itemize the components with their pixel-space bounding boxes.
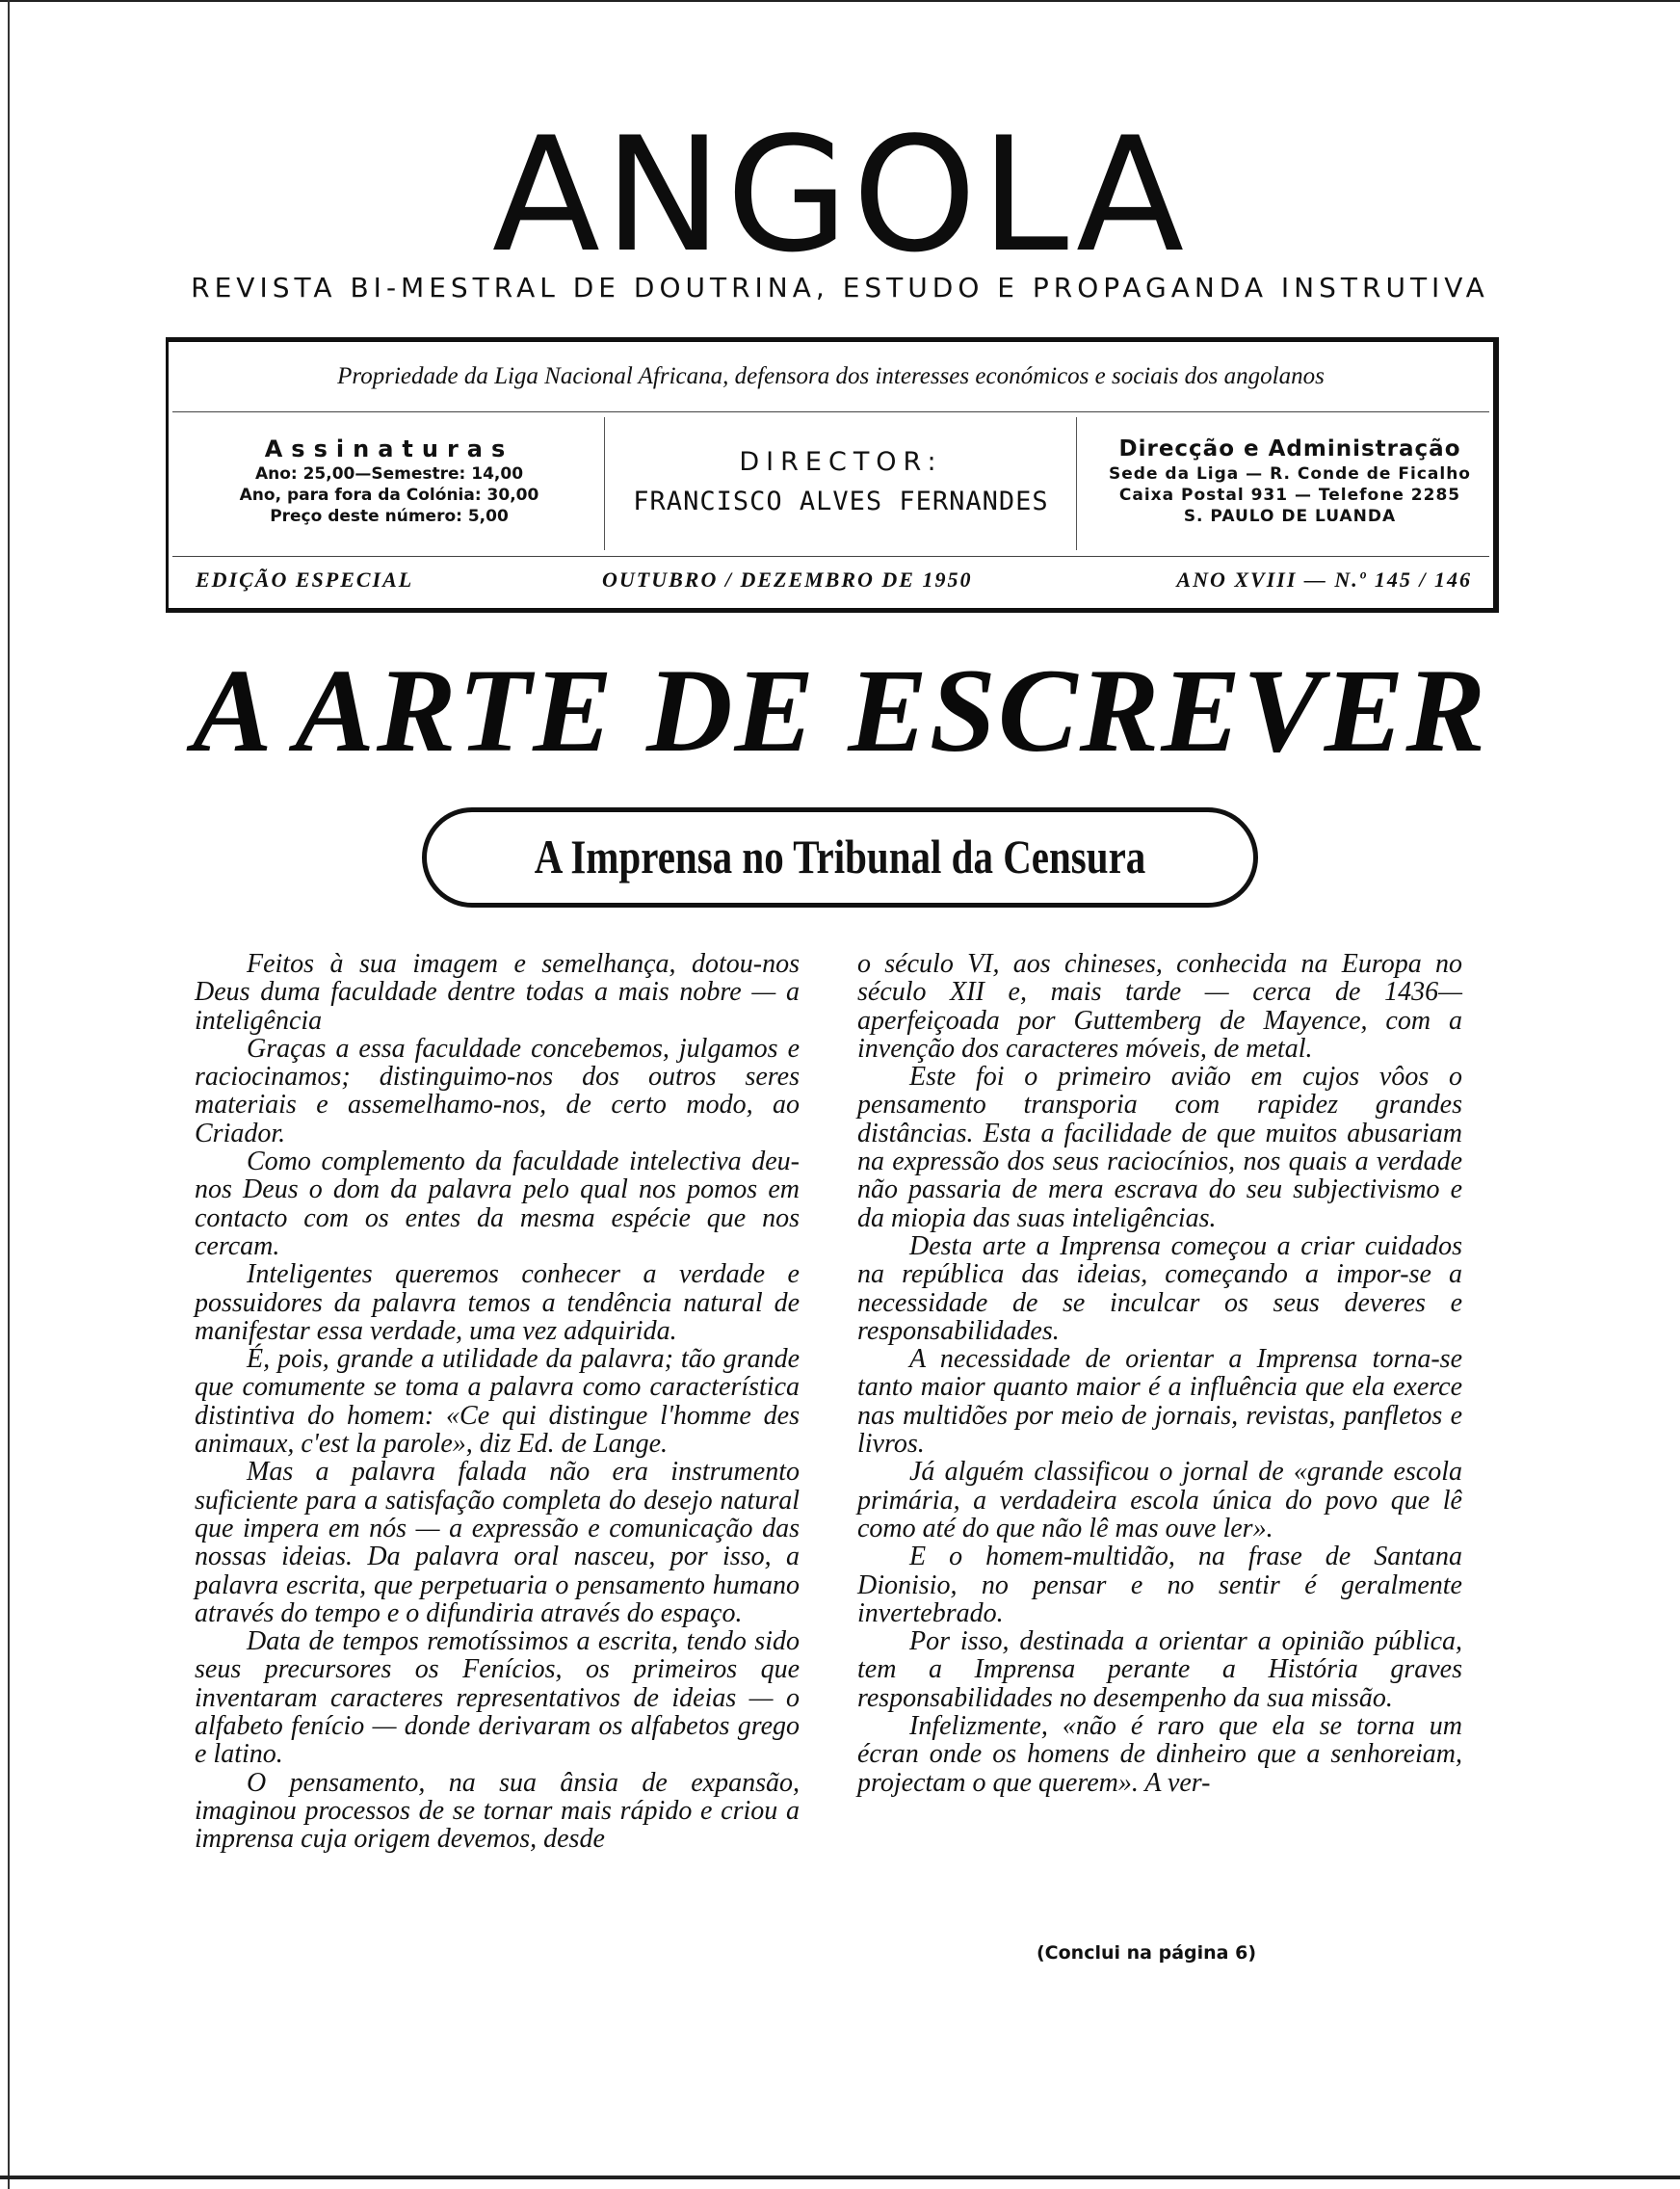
edition-row bbox=[169, 567, 1493, 602]
page-border-top bbox=[0, 0, 1680, 8]
director-block bbox=[612, 444, 1070, 523]
paragraph: Mas a palavra falada não era instrumento suficiente para a satisfação completa do desejo natural que impera em nós — a expressão e comunicação das nossas ideias. Da palavra oral nasceu, por isso, a palavra escrita, que perpetuaria o pensamento humano através do tempo e o difundiria através do espaço. bbox=[195, 1457, 800, 1628]
info-box-divider bbox=[172, 556, 1489, 557]
issue-date: OUTUBRO / DEZEMBRO DE 1950 bbox=[602, 567, 973, 592]
column-divider bbox=[1076, 417, 1077, 550]
paragraph: Graças a essa faculdade concebemos, julgamos e raciocinamos; distinguimo-nos dos outros seres materiais e assemelhamo-nos, de certo modo, ao Criador. bbox=[195, 1033, 800, 1148]
administration-line: S. PAULO DE LUANDA bbox=[1183, 507, 1397, 526]
subscriptions-line: Ano: 25,00—Semestre: 14,00 bbox=[254, 464, 524, 484]
paragraph: o século VI, aos chineses, conhecida na Europa no século XII e, mais tarde — cerca de 1436—aperfeiçoada por Guttemberg de Mayence, com a invenção dos caracteres móveis, de metal. bbox=[857, 949, 1462, 1064]
paragraph: Desta arte a Imprensa começou a criar cuidados na república das ideias, começando a impor-se a necessidade de se inculcar os seus deveres e responsabilidades. bbox=[857, 1230, 1462, 1346]
paragraph: Feitos à sua imagem e semelhança, dotou-nos Deus duma faculdade dentre todas a mais nobre — a inteligência bbox=[195, 949, 800, 1036]
subscriptions-block bbox=[182, 435, 596, 527]
paragraph: É, pois, grande a utilidade da palavra; tão grande que comumente se toma a palavra como característica distintiva do homem: «Ce qui distingue l'homme des animaux, c'est la parole», diz Ed. de Lange. bbox=[195, 1344, 800, 1460]
page-border-left bbox=[8, 0, 10, 2189]
paragraph: Inteligentes queremos conhecer a verdade e possuidores da palavra temos a tendência natural de manifestar essa verdade, uma vez adquirida. bbox=[195, 1259, 800, 1346]
administration-block bbox=[1086, 435, 1494, 527]
column-divider bbox=[604, 417, 605, 550]
article-subheadline: A Imprensa no Tribunal da Censura bbox=[534, 830, 1146, 884]
subheadline-box bbox=[422, 807, 1258, 908]
subscriptions-line: Ano, para fora da Colónia: 30,00 bbox=[239, 486, 539, 505]
info-box bbox=[166, 337, 1499, 613]
administration-heading: Direcção e Administração bbox=[1118, 436, 1461, 462]
paragraph: Data de tempos remotíssimos a escrita, tendo sido seus precursores os Fenícios, os primeiros que inventaram caracteres representativos de ideias — o alfabeto fenício — donde derivaram os alfabetos grego e latino. bbox=[195, 1626, 800, 1770]
administration-line: Caixa Postal 931 — Telefone 2285 bbox=[1118, 486, 1461, 505]
owner-line: Propriedade da Liga Nacional Africana, defensora dos interesses económicos e sociais dos angolanos bbox=[337, 363, 1325, 389]
issue-number: ANO XVIII — N.º 145 / 146 bbox=[1176, 567, 1472, 592]
article-headline: A ARTE DE ESCREVER bbox=[192, 645, 1488, 777]
paragraph: Infelizmente, «não é raro que ela se torna um écran onde os homens de dinheiro que a senhoreiam, projectam o que querem». A ver- bbox=[857, 1711, 1462, 1798]
page-border-bottom bbox=[0, 2176, 1680, 2179]
paragraph: Já alguém classificou o jornal de «grande escola primária, a verdadeira escola única do povo que lê como até do que não lê mas ouve ler». bbox=[857, 1457, 1462, 1543]
paragraph: A necessidade de orientar a Imprensa torna-se tanto maior quanto maior é a influência que ela exerce nas multidões por meio de jornais, revistas, panfletos e livros. bbox=[857, 1344, 1462, 1460]
paragraph: Por isso, destinada a orientar a opinião pública, tem a Imprensa perante a História graves responsabilidades no desempenho da sua missão. bbox=[857, 1626, 1462, 1713]
info-box-divider bbox=[172, 411, 1489, 412]
article-column-right bbox=[857, 950, 1462, 1797]
director-heading: DIRECTOR: bbox=[739, 447, 943, 477]
masthead-subtitle: REVISTA BI-MESTRAL DE DOUTRINA, ESTUDO E PROPAGANDA INSTRUTIVA bbox=[191, 272, 1489, 303]
continued-note: (Conclui na página 6) bbox=[1037, 1942, 1256, 1964]
masthead-title: ANGOLA bbox=[491, 103, 1189, 287]
paragraph: Como complemento da faculdade intelectiva deu-nos Deus o dom da palavra pelo qual nos pomos em contacto com os entes da mesma espécie que nos cercam. bbox=[195, 1147, 800, 1261]
administration-line: Sede da Liga — R. Conde de Ficalho bbox=[1109, 464, 1471, 484]
article-body bbox=[195, 950, 1507, 1981]
director-name: FRANCISCO ALVES FERNANDES bbox=[633, 487, 1049, 516]
paragraph: O pensamento, na sua ânsia de expansão, imaginou processos de se tornar mais rápido e criou a imprensa cuja origem devemos, desde bbox=[195, 1767, 800, 1855]
edition-label: EDIÇÃO ESPECIAL bbox=[196, 567, 414, 592]
subscriptions-line: Preço deste número: 5,00 bbox=[270, 507, 509, 526]
paragraph: E o homem-multidão, na frase de Santana Dionisio, no pensar e no sentir é geralmente invertebrado. bbox=[857, 1542, 1462, 1628]
article-column-left bbox=[195, 950, 800, 1854]
paragraph: Este foi o primeiro avião em cujos vôos o pensamento transporia com rapidez grandes distâncias. Esta a facilidade de que muitos abusariam na expressão dos seus raciocínios, nos quais a verdade não passaria de mera escrava do seu subjectivismo e da miopia das suas inteligências. bbox=[857, 1062, 1462, 1233]
subscriptions-heading: Assinaturas bbox=[264, 435, 514, 462]
